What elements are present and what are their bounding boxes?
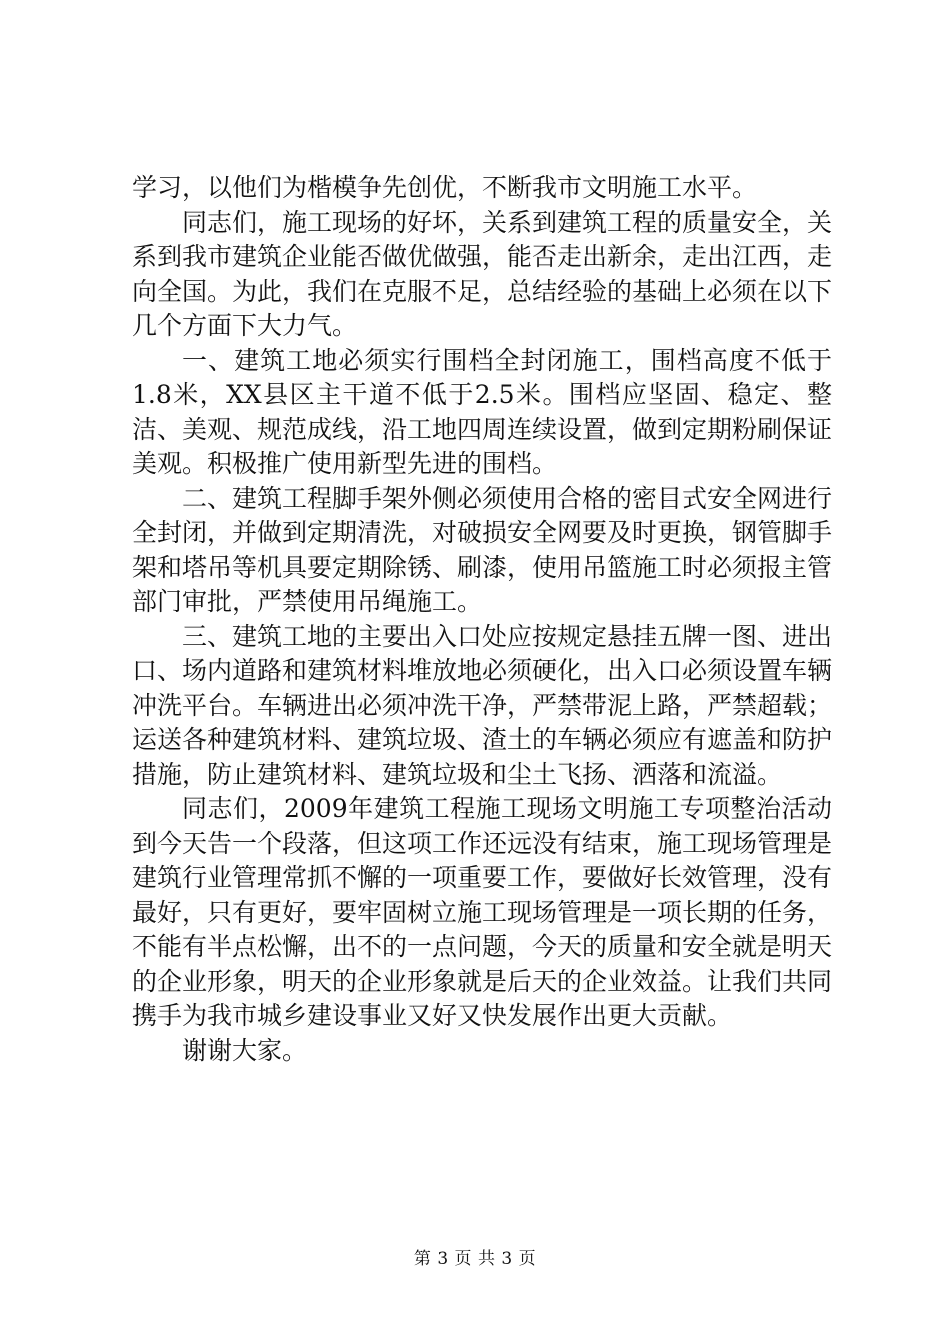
paragraph-item-1: 一、建筑工地必须实行围档全封闭施工，围档高度不低于1.8米，XX县区主干道不低于2.5米。围档应坚固、稳定、整洁、美观、规范成线，沿工地四周连续设置，做到定期粉刷保证美观。积极推广使用新型先进的围档。 [132,345,833,478]
page-footer: 第 3 页 共 3 页 [413,1249,537,1269]
paragraph-conclusion: 同志们，2009年建筑工程施工现场文明施工专项整治活动到今天告一个段落，但这项工作还远没有结束，施工现场管理是建筑行业管理常抓不懈的一项重要工作，要做好长效管理，没有最好，只有更好，要牢固树立施工现场管理是一项长期的任务，不能有半点松懈，出不的一点问题，今天的质量和安全就是明天的企业形象，明天的企业形象就是后天的企业效益。让我们共同携手为我市城乡建设事业又好又快发展作出更大贡献。 [132,794,833,1030]
paragraph-continuation: 学习，以他们为楷模争先创优，不断我市文明施工水平。 [132,173,758,202]
paragraph-item-3: 三、建筑工地的主要出入口处应按规定悬挂五牌一图、进出口、场内道路和建筑材料堆放地必须硬化，出入口必须设置车辆冲洗平台。车辆进出必须冲洗干净，严禁带泥上路，严禁超载；运送各种建筑材料、建筑垃圾、渣土的车辆必须应有遮盖和防护措施，防止建筑材料、建筑垃圾和尘土飞扬、洒落和流溢。 [132,621,833,789]
paragraph-intro: 同志们，施工现场的好坏，关系到建筑工程的质量安全，关系到我市建筑企业能否做优做强，能否走出新余，走出江西，走向全国。为此，我们在克服不足，总结经验的基础上必须在以下几个方面下大力气。 [132,207,833,340]
paragraph-item-2: 二、建筑工程脚手架外侧必须使用合格的密目式安全网进行全封闭，并做到定期清洗，对破损安全网要及时更换，钢管脚手架和塔吊等机具要定期除锈、刷漆，使用吊篮施工时必须报主管部门审批，严禁使用吊绳施工。 [132,483,833,616]
paragraph-thanks: 谢谢大家。 [182,1035,308,1065]
document-body [132,171,832,1068]
